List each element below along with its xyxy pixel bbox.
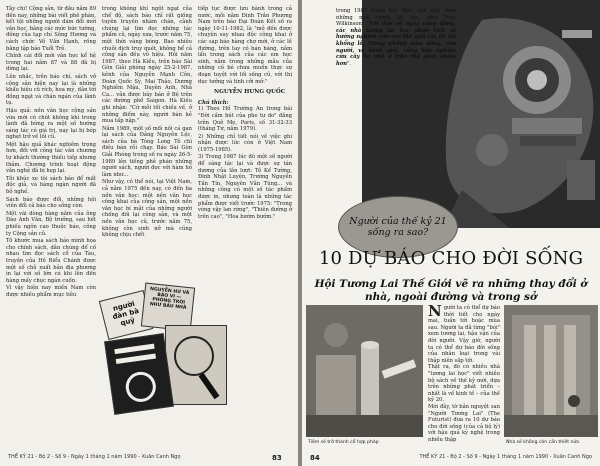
book-covers-collage [103, 285, 231, 415]
right-page [302, 0, 600, 466]
left-column-2 [102, 6, 192, 240]
photo-illustration-right [504, 305, 598, 437]
right-footer: THẾ KỶ 21 - Bộ 2 - Số 9 - Ngày 1 tháng 1 năm 1990 - Xuân Canh Ngọ [419, 454, 592, 460]
article-paragraph: Mới đây, tờ bản nguyệt san "Người Tương Lai" (The Futurist) đưa ra 10 dự báo cho đời sống (của cả bộ lý) với hậu quả kỹ nghệ trong nhiều thập [428, 403, 500, 443]
notes-heading: Chú thích: [198, 99, 229, 106]
left-column-1 [6, 6, 96, 300]
left-page [0, 0, 298, 466]
left-footer: THẾ KỶ 21 - Bộ 2 - Số 9 - Ngày 1 tháng 1 năm 1990 - Xuân Canh Ngọ [8, 454, 181, 460]
photo-caption-left: Tiêm sẽ trở thành cổ hợp pháp [308, 440, 379, 445]
intro-quote-italic: Với dân số ngày càng đông, các nhà tương lai học phân tích sẽ hướng nghiên cứu vào thế giới các đô thị khổng lồ. Trong những mùa đông, con người, và bệnh giải, cộng hòa nghiên cứu cây họ nhỏ ở trên thế gian nhiều hơn [336, 21, 456, 67]
photo-empty-room [504, 305, 598, 437]
page-number-left: 83 [272, 454, 282, 462]
intro-quote-tail: ". [347, 60, 352, 67]
book-cover-magnifier [165, 325, 227, 405]
footnote: 1) Theo Hồ Trường An trong bài "Đời cầm bút của phe tự do" đăng trên Quê Mẹ, Paris, số 31-32-33 (tháng Tư, năm 1979). [198, 106, 292, 133]
paragraph: Sách báo được đổi, những hội viên đổi cả báo cho sống còn. [6, 196, 96, 210]
paragraph: trong không khí ngột ngạt của chế độ, sách báo chỉ rất giống tuyên truyền nhàm chán, cảnh chúng lại tìm đọc những tác phẩm cũ, ngày xưa, trước năm 75, một thời vàng bóng. Bao nhiêu chuỗi dịch truy quét, không bể cả công sản đều vô hiệu. Hồi năm 1987, theo Hà Kiều, trên báo Sài Gòn Giải phóng ngày 25-2-1987, kênh của Nguyễn Mạnh Côn, Đoàn Quốc Sỹ, Mai Thảo, Dương Nghiễm Mậu, Duyên Anh, Nhã Ca... vẫn được bày bán ở Bệ trên các đường phố Saigon. Hà Kiều ghi nhận: "Cứ mỗi tối chiều về, ở những điểm này, người bán kẻ mua tấp nập." [102, 6, 192, 125]
paragraph: Hậu quả: nền văn học cộng sản vừa mới có chút không khí trong lành đã bừng ra một số hướng sáng tác có giá trị, nay lại bị bóp nghẹt trở về lối cũ. [6, 107, 96, 141]
article-title: 10 DỰ BÁO CHO ĐỜI SỐNG [318, 248, 584, 269]
paragraph: Một vài dòng hàng năm của ông Đào Anh Văn, Bộ trưởng, sau hết phiếu ngôn cao thuộc báo, công ty Cộng sản cũ. [6, 210, 96, 237]
page-number-right: 84 [310, 454, 320, 462]
paragraph: Lên nhắc, trên báo chí, sách vở cộng sản hiện nay lại là những khẩu hiệu cũ rích, hoa mỹ, dẫn tới đồng ngạt và chán ngán của lãnh tụ. [6, 73, 97, 107]
magnifier-handle [199, 373, 220, 399]
paragraph: Chính cái đổi mới văn học kể hệ trong hai năm 87 và 88 đã bị dừng lại. [6, 53, 96, 73]
paragraph: Một hậu quả khác nghiêm trọng hơn, đối với công tác văn chương tự khách thường thiếu tiếp nhưng thảm. Chương trình hoạt động văn nghệ đã bị hẹp lại. [6, 141, 96, 175]
cover-stripe [116, 354, 156, 365]
cover-stripe [114, 344, 154, 355]
photo-caption-right: Nhà sẽ không còn cần thiết nữa [506, 440, 580, 445]
photo-cigarette-drink [306, 305, 423, 437]
paragraph: Tô khước mua sách báo minh họa cho chính sách, dẫn chúng để cố nhau tìm đọc sách cổ của Tàu, truyện của Hồ Biểu Chánh được một số chủ xuất bản địa phương in lại với số lớn có khi lên đến hàng mấy chục ngàn cuốn. [6, 238, 96, 284]
article-paragraph-1-text: gười ta có thể dự báo thời tiết cho ngày mai, tuần tới hoặc mùa sau. Người ta đã từng "bói" xem tương lai, hậu vận của đời người. Vậy giờ, người ta có thể dự báo đời sống của nhân loại trong vài thập niên sắp tới. [428, 305, 500, 364]
article-subtitle: Hội Tương Lai Thế Giới vẽ ra những thay đổi ở nhà, ngoài đường và trong sở [314, 278, 588, 303]
paragraph: Như vậy, có thể nói, tại Việt Nam, cả năm 1975 đến nay, có đến ba nền văn học: một nền văn học công khai của công sản, một nền văn học bí mật của những người chống đối lại công sản, và một nền văn học cũ, trước năm 75, không còn sinh nở mà cũng không chịu chết [102, 179, 192, 239]
drop-cap: N [428, 302, 442, 320]
footnote: 2) Những chỉ tiết nói về việc ghi nhận được lúc còn ở Việt Nam (1975-1985). [198, 133, 292, 153]
paragraph: Tôi khúc xe tôi sách báo để mất độc giả, và hàng ngàn người đã bỏ nghề. [6, 175, 96, 196]
paragraph: Tây chi! Cộng sản, từ đầu năm 89 đến nay, những bài viết phê phán, kết tội những người dám đổi mới văn học, bằng các mức bức tường, đông của tạp chí Sông Hương và cách chức Võ Văn Hạnh, rồng bằng tập báo Tuổi Trẻ. [6, 6, 96, 52]
paragraph: tiếp tục được lưu hành trong cả nước, mỗi năm Đinh Trần Phương Nam trên báo Đại Đoàn Kết số ra ngày 10-11-1982, là "mỏ đến được chuyện suy nhau độc công khai ở các sạp báo hàng chợ mới, ở các lề đường, trên tay có bán hàng, nằm lẩn trong sách của các em học sinh, nằm trong những mẫu của những cô bé chưa muốn thực sự đoạn tuyệt với lối sống cũ, với thị dục tưởng và tính cởi mở." [198, 6, 292, 85]
article-body [428, 302, 500, 443]
question-text: Người của thế kỷ 21 sống ra sao? [349, 216, 447, 238]
paragraph: Năm 1989, một số mối nồi cá gan lại sách của Đảng Nguyên Lộc, sách của bà Tông Long Tô chì điều bán rỗi chạy. Báo Sài Gòn Giải Phóng trong số ra ngày 26-5-1989 lên tiếng phê phán những người sách, người đọc với hàm hồ làm như... [102, 125, 192, 178]
paragraph: Vì vậy hiện nay miền Nam còn được nhiều phẩm mục tiêu [6, 285, 96, 298]
magnifier-icon [174, 336, 214, 376]
footnote: 3) Trong 1987 lúc đó một số người để sáng tác lại và được sự tán dương của lần lượt: Tô Kế Tường, Đinh Nhật Luyện, Trường Nguyễn Tấn Tín, Nguyên Văn Tùng... và những công có một số tác phẩm được in, nhưng toàn là những tác phẩm được viết trước 1975: "Trong vòng vậy lan rừng", "Thiên đường ở trên cao", "Hoa bướm bướm." [198, 154, 292, 220]
intro-quote-lead: trong 1987 trong hai "đợt" văn này, theo những nhà tương lai học, như Tony Wilkinson: " [336, 8, 456, 28]
intro-quote [336, 8, 456, 67]
article-paragraph-1 [428, 302, 500, 364]
author-byline: NGUYỄN HƯNG QUỐC [214, 89, 286, 96]
article-paragraph: Thật ra, đó có nhiều nhà "tương lai học" viết nhiều bộ sách về thế kỷ mới, dựa trên những phát triển – nhất là về kinh tế – của thế kỷ 20. [428, 364, 500, 404]
cover-emblem [124, 370, 158, 404]
book-cover-nguoi-dan-ba-quy: người đàn bà quỷ [99, 290, 153, 340]
book-cover-phong-troi: NGUYỄN HƯ VÀ BẢO VI — PHỎNG TRỜI NHƯ BẦU NHÀ [141, 283, 195, 332]
book-cover-dark [104, 333, 174, 415]
photo-illustration-left [306, 305, 423, 437]
left-column-3 [198, 6, 292, 221]
